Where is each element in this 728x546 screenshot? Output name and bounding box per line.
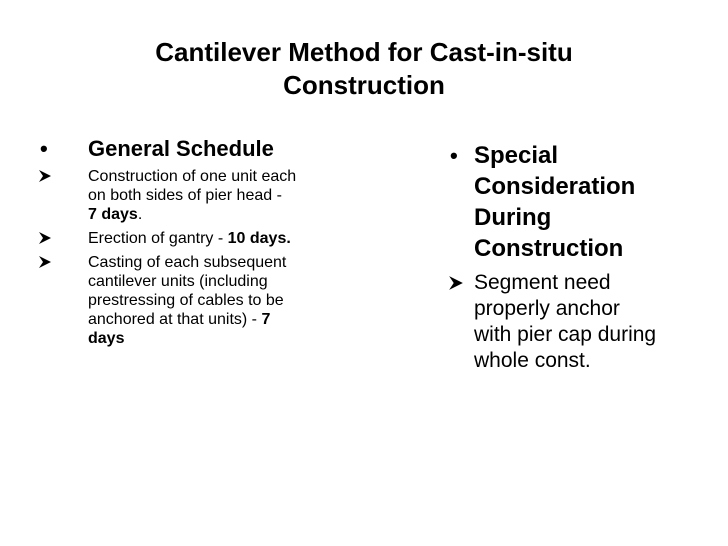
schedule-item-gantry [38, 229, 368, 248]
schedule-item-text: prestressing of cables to be [88, 292, 284, 309]
schedule-item-duration: 7 [261, 311, 271, 328]
schedule-item-text: Construction of one unit each [88, 168, 297, 185]
schedule-item-text: cantilever units (including [88, 273, 268, 290]
schedule-item-casting [38, 253, 368, 348]
heading-line: Special [474, 142, 559, 169]
round-bullet-icon: • [450, 143, 458, 168]
schedule-item-text: Casting of each subsequent [88, 254, 287, 271]
slide-title-line-1: Cantilever Method for Cast-in-situ [155, 37, 573, 67]
consideration-text: properly anchor [474, 297, 620, 320]
slide-title [60, 36, 668, 102]
schedule-item-duration: 7 days [88, 206, 138, 223]
arrow-bullet-icon [38, 231, 52, 245]
schedule-item-duration: 10 days. [227, 230, 291, 247]
schedule-item-text: anchored at that units) - [88, 311, 262, 328]
schedule-item-text: on both sides of pier head - [88, 187, 282, 204]
round-bullet-icon: • [40, 136, 48, 161]
heading-line: Consideration [474, 173, 636, 200]
schedule-item-duration: days [88, 330, 125, 347]
arrow-bullet-icon [38, 169, 52, 183]
general-schedule-label: General Schedule [88, 136, 274, 161]
left-column [38, 136, 368, 353]
schedule-item-construction [38, 167, 368, 224]
consideration-text: with pier cap during [474, 323, 657, 346]
special-consideration-heading [448, 140, 708, 264]
consideration-text: whole const. [474, 349, 591, 372]
slide-title-line-2: Construction [283, 70, 445, 100]
right-column [448, 140, 708, 374]
consideration-item-anchor [448, 270, 708, 374]
heading-line: During [474, 204, 552, 231]
heading-line: Construction [474, 235, 624, 262]
general-schedule-heading [38, 136, 368, 162]
schedule-item-text: Erection of gantry - [88, 230, 228, 247]
consideration-text: Segment need [474, 271, 611, 294]
arrow-bullet-icon [38, 255, 52, 269]
schedule-item-suffix: . [137, 206, 143, 223]
arrow-bullet-icon [448, 275, 464, 291]
